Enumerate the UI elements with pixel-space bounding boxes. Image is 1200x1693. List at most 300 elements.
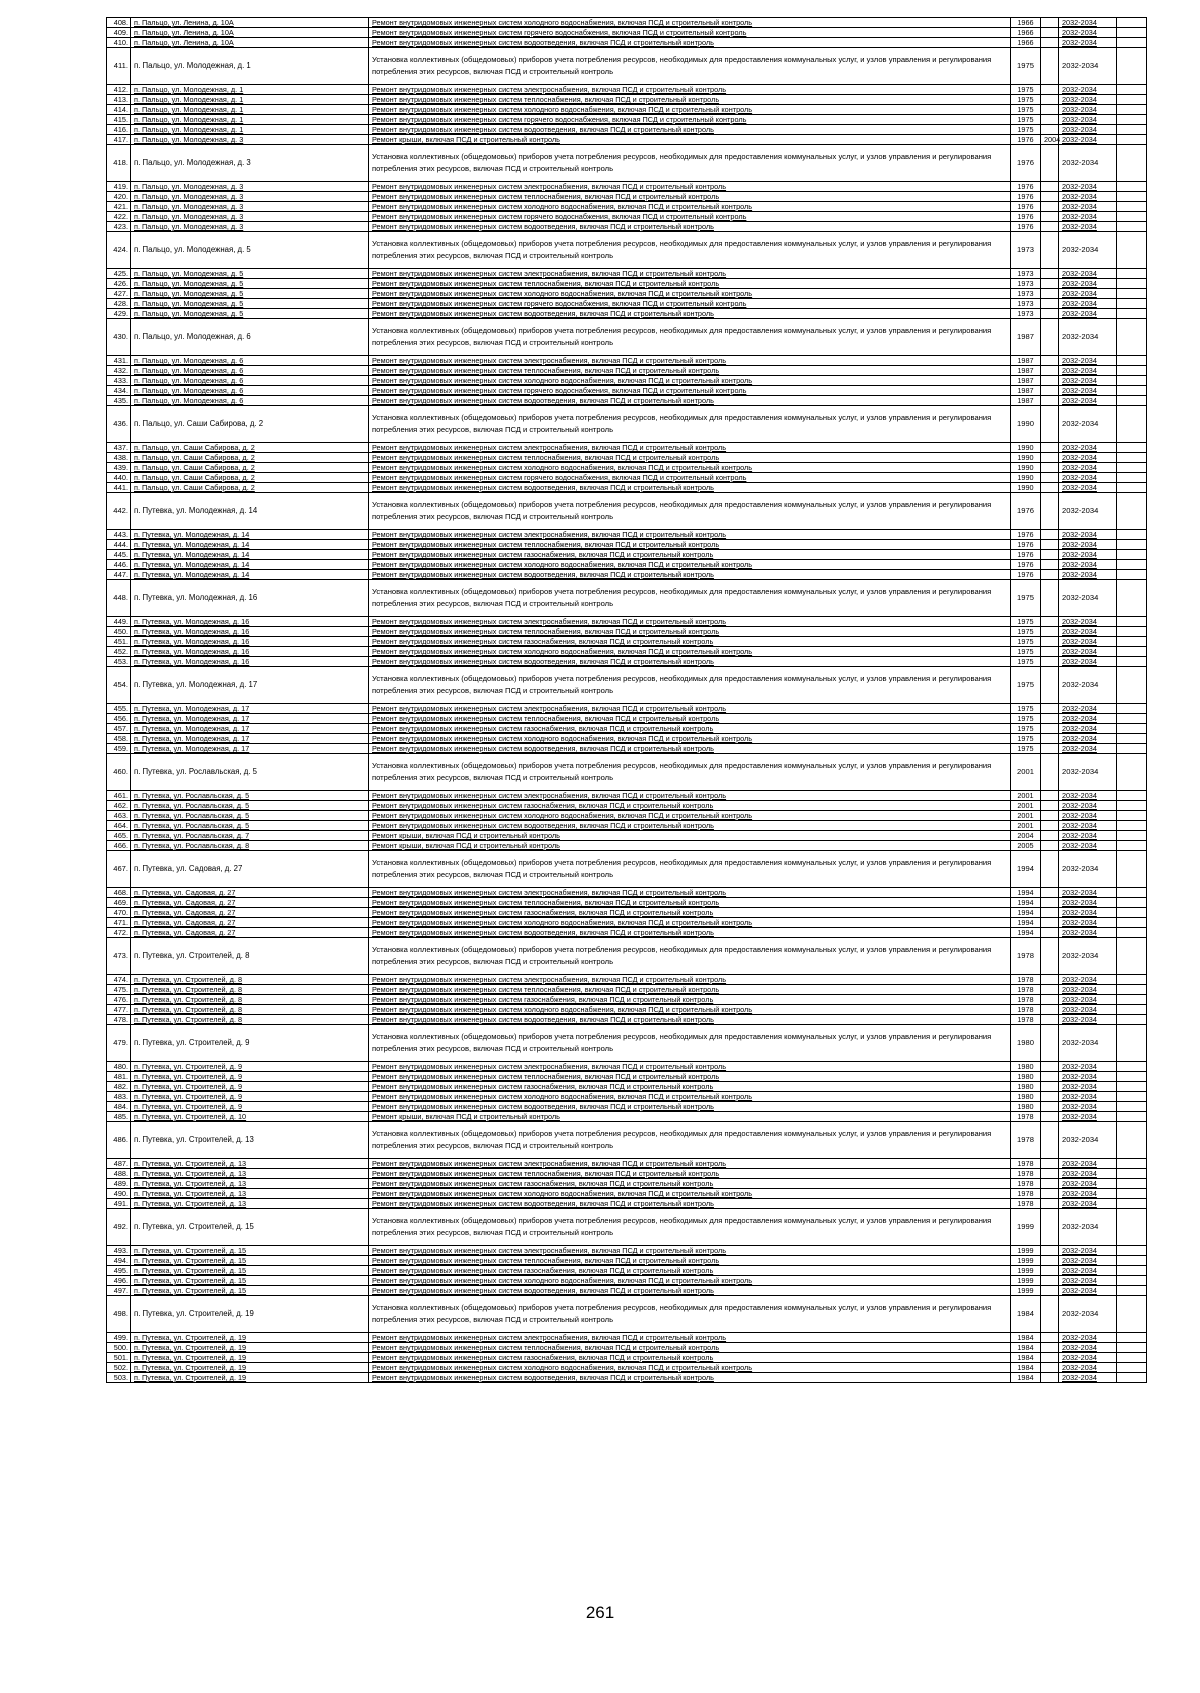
period-cell: 2032-2034: [1059, 1025, 1117, 1062]
row-number: 409.: [107, 28, 131, 38]
empty-cell: [1117, 269, 1147, 279]
row-number: 500.: [107, 1343, 131, 1353]
work-type-cell: Ремонт внутридомовых инженерных систем теплоснабжения, включая ПСД и строительный контроль: [369, 540, 1011, 550]
work-type-cell: Ремонт внутридомовых инженерных систем электроснабжения, включая ПСД и строительный контроль: [369, 356, 1011, 366]
table-row: [107, 125, 1147, 135]
extra-year-cell: [1041, 28, 1059, 38]
year-cell: 2001: [1011, 801, 1041, 811]
address-cell: п. Путевка, ул. Строителей, д. 9: [131, 1092, 369, 1102]
extra-year-cell: [1041, 754, 1059, 791]
period-cell: 2032-2034: [1059, 493, 1117, 530]
extra-year-cell: [1041, 319, 1059, 356]
table-row: [107, 540, 1147, 550]
year-cell: 1973: [1011, 309, 1041, 319]
extra-year-cell: [1041, 888, 1059, 898]
row-number: 457.: [107, 724, 131, 734]
period-cell: 2032-2034: [1059, 386, 1117, 396]
table-row: [107, 1179, 1147, 1189]
year-cell: 1975: [1011, 617, 1041, 627]
address-cell: п. Пальцо, ул. Молодежная, д. 6: [131, 356, 369, 366]
address-cell: п. Пальцо, ул. Молодежная, д. 1: [131, 125, 369, 135]
work-type-cell: Ремонт внутридомовых инженерных систем теплоснабжения, включая ПСД и строительный контроль: [369, 898, 1011, 908]
address-cell: п. Путевка, ул. Строителей, д. 15: [131, 1209, 369, 1246]
empty-cell: [1117, 18, 1147, 28]
table-row: [107, 801, 1147, 811]
extra-year-cell: [1041, 222, 1059, 232]
empty-cell: [1117, 938, 1147, 975]
work-type-cell: Установка коллективных (общедомовых) приборов учета потребления ресурсов, необходимых для предоставления коммунальных услуг, и узлов управления и регулирования потребления этих ресурсов, включая ПСД и строительный контроль: [369, 319, 1011, 356]
work-type-cell: Ремонт внутридомовых инженерных систем электроснабжения, включая ПСД и строительный контроль: [369, 888, 1011, 898]
address-cell: п. Путевка, ул. Строителей, д. 13: [131, 1169, 369, 1179]
period-cell: 2032-2034: [1059, 95, 1117, 105]
extra-year-cell: [1041, 1005, 1059, 1015]
address-cell: п. Путевка, ул. Рославльская, д. 5: [131, 801, 369, 811]
period-cell: 2032-2034: [1059, 898, 1117, 908]
empty-cell: [1117, 289, 1147, 299]
extra-year-cell: [1041, 851, 1059, 888]
year-cell: 1975: [1011, 714, 1041, 724]
empty-cell: [1117, 1169, 1147, 1179]
table-row: [107, 453, 1147, 463]
address-cell: п. Путевка, ул. Строителей, д. 19: [131, 1373, 369, 1383]
address-cell: п. Путевка, ул. Молодежная, д. 14: [131, 540, 369, 550]
row-number: 422.: [107, 212, 131, 222]
table-row: [107, 299, 1147, 309]
work-type-cell: Ремонт крыши, включая ПСД и строительный контроль: [369, 1112, 1011, 1122]
row-number: 438.: [107, 453, 131, 463]
extra-year-cell: [1041, 269, 1059, 279]
row-number: 476.: [107, 995, 131, 1005]
extra-year-cell: [1041, 801, 1059, 811]
empty-cell: [1117, 1286, 1147, 1296]
period-cell: 2032-2034: [1059, 1276, 1117, 1286]
year-cell: 1978: [1011, 1199, 1041, 1209]
address-cell: п. Путевка, ул. Строителей, д. 10: [131, 1112, 369, 1122]
year-cell: 1984: [1011, 1296, 1041, 1333]
table-row: [107, 550, 1147, 560]
year-cell: 2001: [1011, 821, 1041, 831]
row-number: 412.: [107, 85, 131, 95]
empty-cell: [1117, 841, 1147, 851]
address-cell: п. Пальцо, ул. Молодежная, д. 3: [131, 135, 369, 145]
period-cell: 2032-2034: [1059, 1286, 1117, 1296]
period-cell: 2032-2034: [1059, 995, 1117, 1005]
row-number: 448.: [107, 580, 131, 617]
table-row: [107, 85, 1147, 95]
work-type-cell: Ремонт внутридомовых инженерных систем холодного водоснабжения, включая ПСД и строительный контроль: [369, 289, 1011, 299]
year-cell: 1980: [1011, 1072, 1041, 1082]
address-cell: п. Путевка, ул. Садовая, д. 27: [131, 918, 369, 928]
address-cell: п. Пальцо, ул. Молодежная, д. 5: [131, 289, 369, 299]
year-cell: 1975: [1011, 580, 1041, 617]
address-cell: п. Путевка, ул. Строителей, д. 19: [131, 1353, 369, 1363]
table-row: [107, 734, 1147, 744]
work-type-cell: Установка коллективных (общедомовых) приборов учета потребления ресурсов, необходимых для предоставления коммунальных услуг, и узлов управления и регулирования потребления этих ресурсов, включая ПСД и строительный контроль: [369, 406, 1011, 443]
empty-cell: [1117, 125, 1147, 135]
period-cell: 2032-2034: [1059, 396, 1117, 406]
empty-cell: [1117, 888, 1147, 898]
work-type-cell: Ремонт внутридомовых инженерных систем газоснабжения, включая ПСД и строительный контроль: [369, 1179, 1011, 1189]
row-number: 477.: [107, 1005, 131, 1015]
address-cell: п. Путевка, ул. Рославльская, д. 8: [131, 841, 369, 851]
empty-cell: [1117, 473, 1147, 483]
work-type-cell: Ремонт внутридомовых инженерных систем холодного водоснабжения, включая ПСД и строительный контроль: [369, 202, 1011, 212]
row-number: 481.: [107, 1072, 131, 1082]
extra-year-cell: [1041, 928, 1059, 938]
year-cell: 1966: [1011, 38, 1041, 48]
period-cell: 2032-2034: [1059, 1199, 1117, 1209]
extra-year-cell: [1041, 657, 1059, 667]
address-cell: п. Путевка, ул. Молодежная, д. 14: [131, 560, 369, 570]
period-cell: 2032-2034: [1059, 627, 1117, 637]
empty-cell: [1117, 1159, 1147, 1169]
extra-year-cell: [1041, 617, 1059, 627]
extra-year-cell: [1041, 724, 1059, 734]
row-number: 447.: [107, 570, 131, 580]
extra-year-cell: [1041, 1256, 1059, 1266]
period-cell: 2032-2034: [1059, 1189, 1117, 1199]
empty-cell: [1117, 299, 1147, 309]
extra-year-cell: [1041, 443, 1059, 453]
row-number: 456.: [107, 714, 131, 724]
empty-cell: [1117, 396, 1147, 406]
address-cell: п. Путевка, ул. Молодежная, д. 17: [131, 714, 369, 724]
row-number: 501.: [107, 1353, 131, 1363]
period-cell: 2032-2034: [1059, 289, 1117, 299]
extra-year-cell: [1041, 1062, 1059, 1072]
empty-cell: [1117, 1062, 1147, 1072]
table-row: [107, 48, 1147, 85]
row-number: 458.: [107, 734, 131, 744]
empty-cell: [1117, 376, 1147, 386]
period-cell: 2032-2034: [1059, 928, 1117, 938]
year-cell: 1973: [1011, 299, 1041, 309]
period-cell: 2032-2034: [1059, 115, 1117, 125]
row-number: 430.: [107, 319, 131, 356]
period-cell: 2032-2034: [1059, 319, 1117, 356]
extra-year-cell: [1041, 85, 1059, 95]
work-type-cell: Ремонт внутридомовых инженерных систем газоснабжения, включая ПСД и строительный контроль: [369, 637, 1011, 647]
empty-cell: [1117, 530, 1147, 540]
address-cell: п. Путевка, ул. Строителей, д. 8: [131, 938, 369, 975]
year-cell: 1976: [1011, 202, 1041, 212]
address-cell: п. Путевка, ул. Молодежная, д. 17: [131, 734, 369, 744]
extra-year-cell: [1041, 704, 1059, 714]
row-number: 483.: [107, 1092, 131, 1102]
empty-cell: [1117, 145, 1147, 182]
empty-cell: [1117, 908, 1147, 918]
table-row: [107, 18, 1147, 28]
period-cell: 2032-2034: [1059, 48, 1117, 85]
empty-cell: [1117, 704, 1147, 714]
extra-year-cell: [1041, 714, 1059, 724]
empty-cell: [1117, 985, 1147, 995]
row-number: 485.: [107, 1112, 131, 1122]
work-type-cell: Ремонт внутридомовых инженерных систем водоотведения, включая ПСД и строительный контроль: [369, 396, 1011, 406]
period-cell: 2032-2034: [1059, 791, 1117, 801]
period-cell: 2032-2034: [1059, 125, 1117, 135]
table-row: [107, 319, 1147, 356]
year-cell: 1990: [1011, 463, 1041, 473]
extra-year-cell: [1041, 918, 1059, 928]
period-cell: 2032-2034: [1059, 667, 1117, 704]
year-cell: 1976: [1011, 192, 1041, 202]
empty-cell: [1117, 637, 1147, 647]
empty-cell: [1117, 1343, 1147, 1353]
work-type-cell: Ремонт внутридомовых инженерных систем теплоснабжения, включая ПСД и строительный контроль: [369, 366, 1011, 376]
address-cell: п. Пальцо, ул. Саши Сабирова, д. 2: [131, 483, 369, 493]
period-cell: 2032-2034: [1059, 580, 1117, 617]
row-number: 440.: [107, 473, 131, 483]
year-cell: 1984: [1011, 1333, 1041, 1343]
year-cell: 1999: [1011, 1266, 1041, 1276]
year-cell: 1994: [1011, 928, 1041, 938]
row-number: 436.: [107, 406, 131, 443]
empty-cell: [1117, 627, 1147, 637]
extra-year-cell: [1041, 406, 1059, 443]
work-type-cell: Ремонт внутридомовых инженерных систем водоотведения, включая ПСД и строительный контроль: [369, 744, 1011, 754]
extra-year-cell: [1041, 1072, 1059, 1082]
table-row: [107, 1373, 1147, 1383]
table-row: [107, 851, 1147, 888]
empty-cell: [1117, 386, 1147, 396]
address-cell: п. Путевка, ул. Строителей, д. 9: [131, 1102, 369, 1112]
extra-year-cell: [1041, 570, 1059, 580]
table-row: [107, 1343, 1147, 1353]
work-type-cell: Ремонт внутридомовых инженерных систем электроснабжения, включая ПСД и строительный контроль: [369, 269, 1011, 279]
year-cell: 1980: [1011, 1025, 1041, 1062]
work-type-cell: Ремонт внутридомовых инженерных систем теплоснабжения, включая ПСД и строительный контроль: [369, 1169, 1011, 1179]
year-cell: 1978: [1011, 1005, 1041, 1015]
period-cell: 2032-2034: [1059, 38, 1117, 48]
address-cell: п. Путевка, ул. Молодежная, д. 16: [131, 647, 369, 657]
address-cell: п. Пальцо, ул. Ленина, д. 10А: [131, 28, 369, 38]
year-cell: 1966: [1011, 18, 1041, 28]
address-cell: п. Пальцо, ул. Молодежная, д. 1: [131, 105, 369, 115]
period-cell: 2032-2034: [1059, 85, 1117, 95]
table-row: [107, 1159, 1147, 1169]
table-row: [107, 356, 1147, 366]
row-number: 439.: [107, 463, 131, 473]
period-cell: 2032-2034: [1059, 657, 1117, 667]
empty-cell: [1117, 115, 1147, 125]
row-number: 467.: [107, 851, 131, 888]
row-number: 444.: [107, 540, 131, 550]
address-cell: п. Пальцо, ул. Молодежная, д. 5: [131, 299, 369, 309]
period-cell: 2032-2034: [1059, 1062, 1117, 1072]
table-row: [107, 1015, 1147, 1025]
period-cell: 2032-2034: [1059, 105, 1117, 115]
table-row: [107, 135, 1147, 145]
address-cell: п. Путевка, ул. Рославльская, д. 5: [131, 791, 369, 801]
extra-year-cell: [1041, 182, 1059, 192]
empty-cell: [1117, 319, 1147, 356]
year-cell: 2001: [1011, 791, 1041, 801]
address-cell: п. Путевка, ул. Садовая, д. 27: [131, 851, 369, 888]
table-row: [107, 493, 1147, 530]
empty-cell: [1117, 1092, 1147, 1102]
period-cell: 2032-2034: [1059, 734, 1117, 744]
table-row: [107, 1266, 1147, 1276]
extra-year-cell: [1041, 95, 1059, 105]
period-cell: 2032-2034: [1059, 801, 1117, 811]
extra-year-cell: [1041, 202, 1059, 212]
extra-year-cell: [1041, 821, 1059, 831]
table-row: [107, 928, 1147, 938]
address-cell: п. Путевка, ул. Строителей, д. 8: [131, 995, 369, 1005]
row-number: 459.: [107, 744, 131, 754]
extra-year-cell: [1041, 192, 1059, 202]
table-row: [107, 483, 1147, 493]
extra-year-cell: [1041, 985, 1059, 995]
year-cell: 1978: [1011, 1179, 1041, 1189]
empty-cell: [1117, 279, 1147, 289]
work-type-cell: Ремонт внутридомовых инженерных систем газоснабжения, включая ПСД и строительный контроль: [369, 550, 1011, 560]
address-cell: п. Путевка, ул. Строителей, д. 8: [131, 975, 369, 985]
table-row: [107, 1209, 1147, 1246]
address-cell: п. Путевка, ул. Рославльская, д. 7: [131, 831, 369, 841]
address-cell: п. Путевка, ул. Садовая, д. 27: [131, 908, 369, 918]
address-cell: п. Путевка, ул. Рославльская, д. 5: [131, 821, 369, 831]
work-type-cell: Ремонт внутридомовых инженерных систем холодного водоснабжения, включая ПСД и строительный контроль: [369, 463, 1011, 473]
work-type-cell: Ремонт внутридомовых инженерных систем холодного водоснабжения, включая ПСД и строительный контроль: [369, 918, 1011, 928]
work-type-cell: Ремонт внутридомовых инженерных систем водоотведения, включая ПСД и строительный контроль: [369, 570, 1011, 580]
extra-year-cell: [1041, 938, 1059, 975]
row-number: 411.: [107, 48, 131, 85]
address-cell: п. Путевка, ул. Рославльская, д. 5: [131, 754, 369, 791]
work-type-cell: Установка коллективных (общедомовых) приборов учета потребления ресурсов, необходимых для предоставления коммунальных услуг, и узлов управления и регулирования потребления этих ресурсов, включая ПСД и строительный контроль: [369, 580, 1011, 617]
table-row: [107, 1333, 1147, 1343]
year-cell: 1994: [1011, 851, 1041, 888]
table-row: [107, 627, 1147, 637]
row-number: 491.: [107, 1199, 131, 1209]
year-cell: 1994: [1011, 908, 1041, 918]
empty-cell: [1117, 1122, 1147, 1159]
empty-cell: [1117, 1373, 1147, 1383]
table-row: [107, 28, 1147, 38]
period-cell: 2032-2034: [1059, 754, 1117, 791]
address-cell: п. Пальцо, ул. Молодежная, д. 3: [131, 212, 369, 222]
address-cell: п. Пальцо, ул. Молодежная, д. 6: [131, 396, 369, 406]
empty-cell: [1117, 647, 1147, 657]
empty-cell: [1117, 493, 1147, 530]
address-cell: п. Путевка, ул. Строителей, д. 13: [131, 1159, 369, 1169]
row-number: 475.: [107, 985, 131, 995]
period-cell: 2032-2034: [1059, 530, 1117, 540]
period-cell: 2032-2034: [1059, 1256, 1117, 1266]
address-cell: п. Путевка, ул. Молодежная, д. 17: [131, 704, 369, 714]
work-type-cell: Ремонт внутридомовых инженерных систем водоотведения, включая ПСД и строительный контроль: [369, 1102, 1011, 1112]
work-type-cell: Ремонт внутридомовых инженерных систем холодного водоснабжения, включая ПСД и строительный контроль: [369, 1092, 1011, 1102]
table-row: [107, 1296, 1147, 1333]
row-number: 446.: [107, 560, 131, 570]
year-cell: 1973: [1011, 232, 1041, 269]
work-type-cell: Ремонт внутридомовых инженерных систем теплоснабжения, включая ПСД и строительный контроль: [369, 1343, 1011, 1353]
work-type-cell: Ремонт крыши, включая ПСД и строительный контроль: [369, 831, 1011, 841]
row-number: 413.: [107, 95, 131, 105]
row-number: 421.: [107, 202, 131, 212]
address-cell: п. Путевка, ул. Молодежная, д. 16: [131, 637, 369, 647]
table-row: [107, 744, 1147, 754]
period-cell: 2032-2034: [1059, 309, 1117, 319]
empty-cell: [1117, 1082, 1147, 1092]
row-number: 432.: [107, 366, 131, 376]
period-cell: 2032-2034: [1059, 1266, 1117, 1276]
extra-year-cell: [1041, 1353, 1059, 1363]
row-number: 495.: [107, 1266, 131, 1276]
address-cell: п. Путевка, ул. Строителей, д. 9: [131, 1082, 369, 1092]
work-type-cell: Ремонт внутридомовых инженерных систем водоотведения, включая ПСД и строительный контроль: [369, 928, 1011, 938]
work-type-cell: Ремонт внутридомовых инженерных систем водоотведения, включая ПСД и строительный контроль: [369, 657, 1011, 667]
period-cell: 2032-2034: [1059, 232, 1117, 269]
work-type-cell: Ремонт внутридомовых инженерных систем холодного водоснабжения, включая ПСД и строительный контроль: [369, 1189, 1011, 1199]
table-row: [107, 212, 1147, 222]
row-number: 429.: [107, 309, 131, 319]
year-cell: 1987: [1011, 319, 1041, 356]
table-row: [107, 1246, 1147, 1256]
work-type-cell: Установка коллективных (общедомовых) приборов учета потребления ресурсов, необходимых для предоставления коммунальных услуг, и узлов управления и регулирования потребления этих ресурсов, включая ПСД и строительный контроль: [369, 1025, 1011, 1062]
empty-cell: [1117, 851, 1147, 888]
row-number: 478.: [107, 1015, 131, 1025]
empty-cell: [1117, 1276, 1147, 1286]
year-cell: 1976: [1011, 540, 1041, 550]
year-cell: 1976: [1011, 182, 1041, 192]
extra-year-cell: [1041, 1286, 1059, 1296]
period-cell: 2032-2034: [1059, 366, 1117, 376]
work-type-cell: Ремонт внутридомовых инженерных систем холодного водоснабжения, включая ПСД и строительный контроль: [369, 1276, 1011, 1286]
work-type-cell: Ремонт внутридомовых инженерных систем водоотведения, включая ПСД и строительный контроль: [369, 483, 1011, 493]
year-cell: 1976: [1011, 135, 1041, 145]
empty-cell: [1117, 667, 1147, 704]
year-cell: 1987: [1011, 396, 1041, 406]
empty-cell: [1117, 1363, 1147, 1373]
row-number: 484.: [107, 1102, 131, 1112]
row-number: 480.: [107, 1062, 131, 1072]
address-cell: п. Путевка, ул. Строителей, д. 19: [131, 1296, 369, 1333]
empty-cell: [1117, 483, 1147, 493]
empty-cell: [1117, 540, 1147, 550]
extra-year-cell: [1041, 1343, 1059, 1353]
year-cell: 1994: [1011, 888, 1041, 898]
work-type-cell: Ремонт внутридомовых инженерных систем теплоснабжения, включая ПСД и строительный контроль: [369, 1072, 1011, 1082]
table-row: [107, 1102, 1147, 1112]
empty-cell: [1117, 1199, 1147, 1209]
year-cell: 1975: [1011, 115, 1041, 125]
row-number: 427.: [107, 289, 131, 299]
extra-year-cell: [1041, 841, 1059, 851]
work-type-cell: Ремонт внутридомовых инженерных систем электроснабжения, включая ПСД и строительный контроль: [369, 443, 1011, 453]
year-cell: 1999: [1011, 1256, 1041, 1266]
empty-cell: [1117, 1112, 1147, 1122]
period-cell: 2032-2034: [1059, 1296, 1117, 1333]
period-cell: 2032-2034: [1059, 18, 1117, 28]
extra-year-cell: [1041, 1122, 1059, 1159]
table-row: [107, 831, 1147, 841]
table-row: [107, 724, 1147, 734]
work-type-cell: Ремонт внутридомовых инженерных систем электроснабжения, включая ПСД и строительный контроль: [369, 617, 1011, 627]
row-number: 450.: [107, 627, 131, 637]
empty-cell: [1117, 463, 1147, 473]
extra-year-cell: [1041, 1266, 1059, 1276]
work-type-cell: Ремонт внутридомовых инженерных систем горячего водоснабжения, включая ПСД и строительный контроль: [369, 473, 1011, 483]
empty-cell: [1117, 995, 1147, 1005]
address-cell: п. Пальцо, ул. Саши Сабирова, д. 2: [131, 443, 369, 453]
year-cell: 1975: [1011, 95, 1041, 105]
table-row: [107, 667, 1147, 704]
period-cell: 2032-2034: [1059, 888, 1117, 898]
period-cell: 2032-2034: [1059, 821, 1117, 831]
table-row: [107, 376, 1147, 386]
